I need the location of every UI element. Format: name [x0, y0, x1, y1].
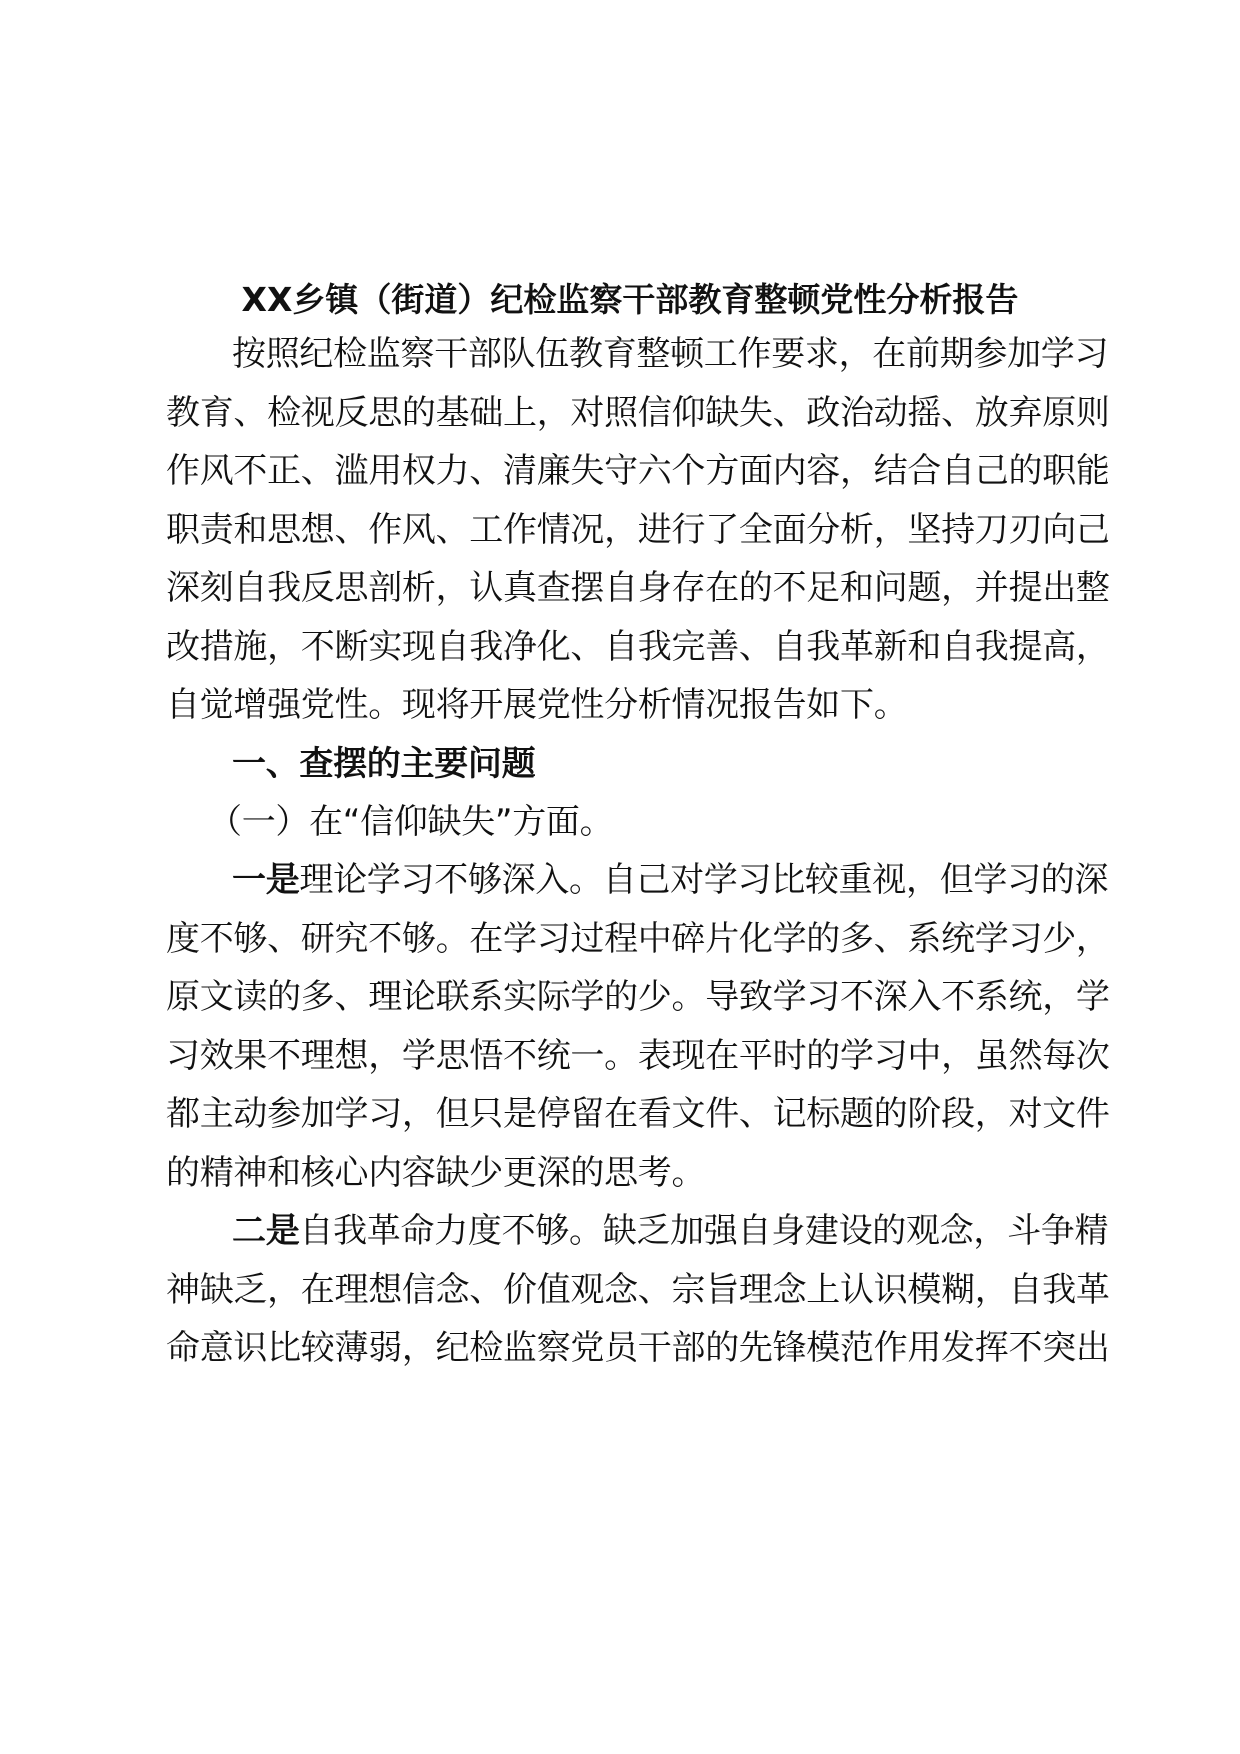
point-first-line [232, 852, 1109, 908]
intro-line: 教育、检视反思的基础上，对照信仰缺失、政治动摇、放弃原则 [166, 393, 1110, 433]
point-lead: 二是 [232, 1211, 300, 1251]
point-line: 习效果不理想，学思悟不统一。表现在平时的学习中，虽然每次 [166, 1036, 1110, 1076]
intro-line: 按照纪检监察干部队伍教育整顿工作要求，在前期参加学习 [232, 334, 1109, 374]
point-line: 命意识比较薄弱，纪检监察党员干部的先锋模范作用发挥不突出 [166, 1328, 1110, 1368]
intro-line: 深刻自我反思剖析，认真查摆自身存在的不足和问题，并提出整 [166, 568, 1110, 608]
intro-line: 作风不正、滥用权力、清廉失守六个方面内容，结合自己的职能 [166, 451, 1110, 491]
intro-line: 改措施，不断实现自我净化、自我完善、自我革新和自我提高， [166, 627, 1110, 667]
point-first-line [232, 1203, 1109, 1259]
intro-line: 职责和思想、作风、工作情况，进行了全面分析，坚持刀刃向己 [166, 510, 1110, 550]
section-heading: 一、查摆的主要问题 [232, 744, 536, 784]
intro-line: 自觉增强党性。现将开展党性分析情况报告如下。 [166, 685, 908, 725]
point-line: 的精神和核心内容缺少更深的思考。 [166, 1153, 706, 1193]
point-line: 神缺乏，在理想信念、价值观念、宗旨理念上认识模糊，自我革 [166, 1270, 1110, 1310]
point-lead: 一是 [232, 860, 300, 900]
point-line: 都主动参加学习，但只是停留在看文件、记标题的阶段，对文件 [166, 1094, 1110, 1134]
document-title: XX乡镇（街道）纪检监察干部教育整顿党性分析报告 [241, 280, 1019, 319]
point-line: 原文读的多、理论联系实际学的少。导致学习不深入不系统，学 [166, 977, 1110, 1017]
point-text: 自我革命力度不够。缺乏加强自身建设的观念，斗争精 [299, 1211, 1109, 1251]
point-text: 理论学习不够深入。自己对学习比较重视，但学习的深 [299, 860, 1109, 900]
point-line: 度不够、研究不够。在学习过程中碎片化学的多、系统学习少， [166, 919, 1110, 959]
subsection-heading: （一）在“信仰缺失”方面。 [208, 802, 614, 842]
